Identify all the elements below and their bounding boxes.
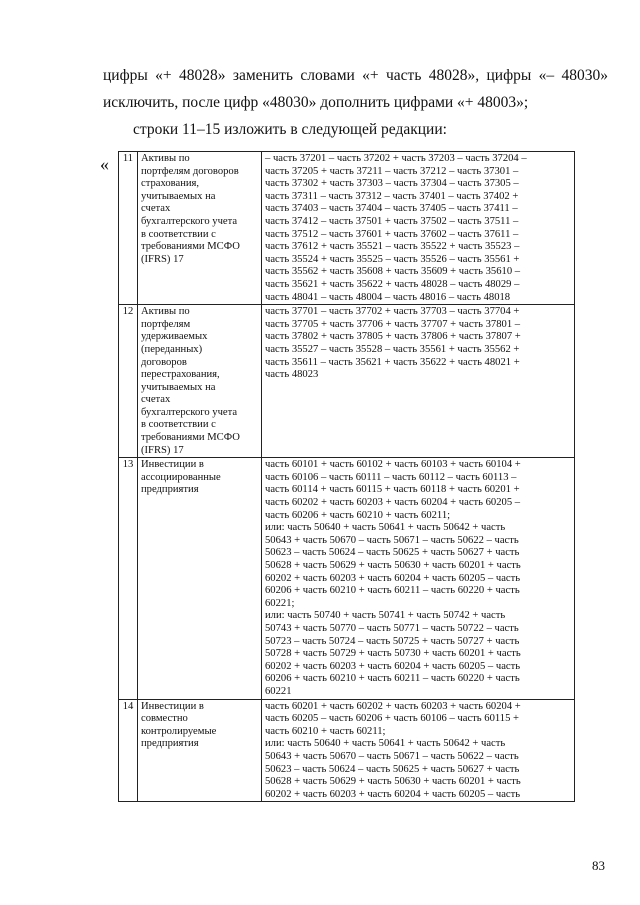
formula-line: часть 60205 – часть 60206 + часть 60106 – часть 60115 + xyxy=(265,713,519,725)
name-line: Инвестиции в xyxy=(141,700,204,712)
row-indicator-name xyxy=(138,152,262,305)
name-line: бухгалтерского учета xyxy=(141,215,238,227)
row-number: 11 xyxy=(119,152,138,305)
formula-line: часть 60206 + часть 60210 + часть 60211; xyxy=(265,509,451,521)
formula-line: часть 35611 – часть 35621 + часть 35622 + часть 48021 + xyxy=(265,356,520,368)
table-row xyxy=(119,699,575,802)
formula-line: часть 60106 – часть 60111 – часть 60112 – часть 60113 – xyxy=(265,471,517,483)
paragraph-1: цифры «+ 48028» заменить словами «+ часть 48028», цифры «– 48030» xyxy=(103,67,608,84)
name-line: учитываемых на xyxy=(141,190,216,202)
row-formula xyxy=(262,699,575,802)
name-line: бухгалтерского учета xyxy=(141,406,238,418)
formula-line: 60221; xyxy=(265,597,295,609)
formula-line: 60202 + часть 60203 + часть 60204 + часть 60205 – часть xyxy=(265,788,521,800)
name-line: в соответствии с xyxy=(141,419,216,431)
formula-line: часть 35524 + часть 35525 – часть 35526 – часть 35561 + xyxy=(265,253,520,265)
formula-line: часть 60210 + часть 60211; xyxy=(265,725,386,737)
name-line: совместно xyxy=(141,713,188,725)
name-line: страхования, xyxy=(141,178,200,190)
name-line: требованиями МСФО xyxy=(141,241,240,253)
name-line: учитываемых на xyxy=(141,381,216,393)
name-line: счетах xyxy=(141,203,171,215)
formula-line: 50643 + часть 50670 – часть 50671 – часть 50622 – часть xyxy=(265,750,519,762)
name-line: (IFRS) 17 xyxy=(141,253,184,265)
row-indicator-name xyxy=(138,305,262,458)
name-line: (IFRS) 17 xyxy=(141,444,184,456)
formula-line: часть 37612 + часть 35521 – часть 35522 + часть 35523 – xyxy=(265,241,520,253)
name-line: Активы по xyxy=(141,153,190,164)
row-number: 13 xyxy=(119,458,138,699)
paragraph-3: строки 11–15 изложить в следующей редакции: xyxy=(133,121,447,138)
formula-line: часть 37412 – часть 37501 + часть 37502 – часть 37511 – xyxy=(265,215,519,227)
formula-line: часть 37311 – часть 37312 – часть 37401 – часть 37402 + xyxy=(265,190,519,202)
name-line: удерживаемых xyxy=(141,331,208,343)
formula-line: 60202 + часть 60203 + часть 60204 + часть 60205 – часть xyxy=(265,660,521,672)
formula-line: 50628 + часть 50629 + часть 50630 + часть 60201 + часть xyxy=(265,776,521,788)
table-row xyxy=(119,458,575,699)
formula-line: часть 37705 + часть 37706 + часть 37707 + часть 37801 – xyxy=(265,318,521,330)
page-number: 83 xyxy=(592,858,605,873)
formula-line: часть 35621 + часть 35622 + часть 48028 – часть 48029 – xyxy=(265,278,520,290)
formula-line: – часть 37201 – часть 37202 + часть 37203 – часть 37204 – xyxy=(265,153,527,164)
name-line: ассоциированные xyxy=(141,471,221,483)
formula-line: часть 37302 + часть 37303 – часть 37304 – часть 37305 – xyxy=(265,178,519,190)
formula-line: часть 48023 xyxy=(265,369,319,381)
formula-line: 60202 + часть 60203 + часть 60204 + часть 60205 – часть xyxy=(265,572,521,584)
formula-line: часть 60114 + часть 60115 + часть 60118 + часть 60201 + xyxy=(265,484,520,496)
formula-line: 60206 + часть 60210 + часть 60211 – часть 60220 + часть xyxy=(265,585,520,597)
name-line: договоров xyxy=(141,356,187,368)
row-indicator-name xyxy=(138,458,262,699)
name-line: Инвестиции в xyxy=(141,459,204,471)
formula-line: часть 37512 – часть 37601 + часть 37602 – часть 37611 – xyxy=(265,228,519,240)
row-formula xyxy=(262,458,575,699)
row-number: 12 xyxy=(119,305,138,458)
name-line: портфелям договоров xyxy=(141,165,239,177)
formula-line: или: часть 50640 + часть 50641 + часть 50642 + часть xyxy=(265,522,506,534)
name-line: предприятия xyxy=(141,738,199,750)
paragraph-2: исключить, после цифр «48030» дополнить цифрами «+ 48003»; xyxy=(103,94,529,111)
formula-line: часть 37802 + часть 37805 + часть 37806 + часть 37807 + xyxy=(265,331,521,343)
table-row xyxy=(119,305,575,458)
formula-line: часть 37205 + часть 37211 – часть 37212 – часть 37301 – xyxy=(265,165,519,177)
row-formula xyxy=(262,305,575,458)
formula-line: 50743 + часть 50770 – часть 50771 – часть 50722 – часть xyxy=(265,622,519,634)
name-line: предприятия xyxy=(141,484,199,496)
formula-line: часть 35527 – часть 35528 – часть 35561 + часть 35562 + xyxy=(265,343,520,355)
formula-line: часть 37403 – часть 37404 – часть 37405 – часть 37411 – xyxy=(265,203,518,215)
formula-line: часть 48041 – часть 48004 – часть 48016 – часть 48018 xyxy=(265,291,511,303)
row-number: 14 xyxy=(119,699,138,802)
name-line: портфелям xyxy=(141,318,191,330)
formula-line: 50643 + часть 50670 – часть 50671 – часть 50622 – часть xyxy=(265,534,519,546)
name-line: перестрахования, xyxy=(141,369,220,381)
formula-line: часть 35562 + часть 35608 + часть 35609 + часть 35610 – xyxy=(265,266,521,278)
open-quote-mark: « xyxy=(100,154,109,174)
name-line: (переданных) xyxy=(141,343,203,355)
formula-line: 50623 – часть 50624 – часть 50625 + часть 50627 + часть xyxy=(265,763,520,775)
formula-line: 50628 + часть 50629 + часть 50630 + часть 60201 + часть xyxy=(265,560,521,571)
name-line: требованиями МСФО xyxy=(141,432,240,444)
name-line: счетах xyxy=(141,394,171,406)
table-row xyxy=(119,152,575,305)
row-indicator-name xyxy=(138,699,262,802)
formula-line: часть 60101 + часть 60102 + часть 60103 + часть 60104 + xyxy=(265,459,521,471)
formula-line: часть 60202 + часть 60203 + часть 60204 + часть 60205 – xyxy=(265,497,521,509)
row-formula xyxy=(262,152,575,305)
name-line: в соответствии с xyxy=(141,228,216,240)
formula-line: 60221 xyxy=(265,685,292,697)
formula-line: часть 37701 – часть 37702 + часть 37703 – часть 37704 + xyxy=(265,306,520,318)
formula-line: или: часть 50740 + часть 50741 + часть 50742 + часть xyxy=(265,610,506,622)
name-line: контролируемые xyxy=(141,725,217,737)
formula-line: 60206 + часть 60210 + часть 60211 – часть 60220 + часть xyxy=(265,673,520,685)
formula-line: 50728 + часть 50729 + часть 50730 + часть 60201 + часть xyxy=(265,648,521,660)
amendment-table xyxy=(118,151,575,802)
formula-line: 50723 – часть 50724 – часть 50725 + часть 50727 + часть xyxy=(265,635,520,647)
formula-line: часть 60201 + часть 60202 + часть 60203 + часть 60204 + xyxy=(265,700,521,712)
formula-line: 50623 – часть 50624 – часть 50625 + часть 50627 + часть xyxy=(265,547,520,559)
name-line: Активы по xyxy=(141,306,190,318)
formula-line: или: часть 50640 + часть 50641 + часть 50642 + часть xyxy=(265,738,506,750)
